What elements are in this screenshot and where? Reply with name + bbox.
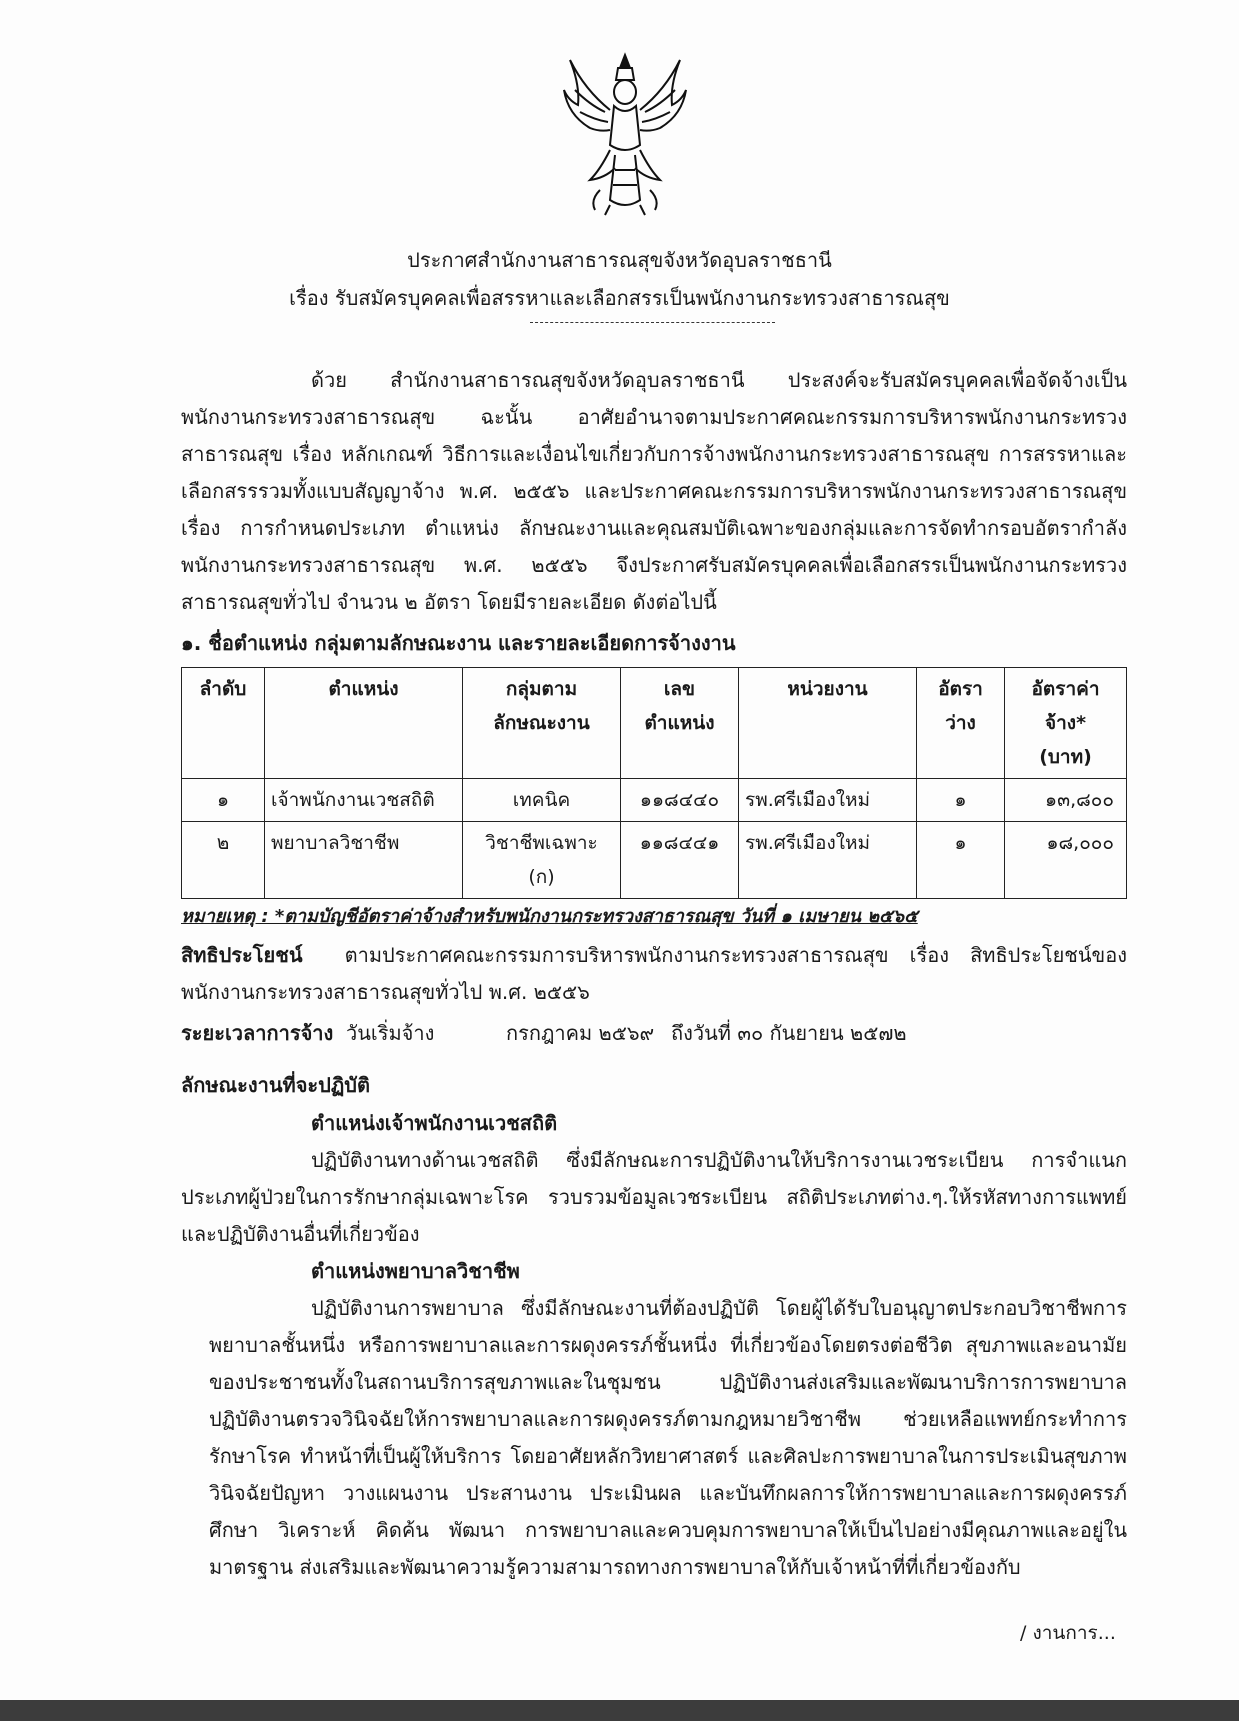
period-label: ระยะเวลาการจ้าง [181,1021,334,1045]
bottom-scan-edge [0,1700,1239,1721]
pos1-text: ปฏิบัติงานทางด้านเวชสถิติ ซึ่งมีลักษณะการปฏิบัติงานให้บริการงานเวชระเบียน การจำแนกประเภทผู้ป่วยในการรักษากลุ่มเฉพาะโรค รวบรวมข้อมูลเวชระเบียน สถิติประเภทต่าง.ๆ.ให้รหัสทางการแพทย์และปฏิบัติงานอื่นที่เกี่ยวข้อง [181,1148,1127,1246]
table-row [182,822,1127,899]
col-number: เลข ตำแหน่ง [621,668,739,779]
period-end: ถึงวันที่ ๓๐ กันยายน ๒๕๗๒ [671,1021,907,1045]
cell-number: ๑๑๘๔๔๑ [621,822,739,899]
col-unit: หน่วยงาน [739,668,917,779]
section1-title: ๑. ชื่อตำแหน่ง กลุ่มตามลักษณะงาน และรายละเอียดการจ้างงาน [181,631,736,655]
positions-table [181,667,1127,899]
benefits-label: สิทธิประโยชน์ [181,943,303,967]
intro-paragraph [181,362,1127,621]
cell-wage: ๑๓,๘๐๐ [1005,779,1127,822]
cell-wage: ๑๘,๐๐๐ [1005,822,1127,899]
col-wage: อัตราค่าจ้าง* (บาท) [1005,668,1127,779]
benefits-text: ตามประกาศคณะกรรมการบริหารพนักงานกระทรวงสาธารณสุข เรื่อง สิทธิประโยชน์ของพนักงานกระทรวงสาธารณสุขทั่วไป พ.ศ. ๒๕๕๖ [181,943,1127,1004]
title-divider [530,322,775,323]
cell-vacancy: ๑ [917,822,1005,899]
col-no: ลำดับ [182,668,265,779]
duties-title: ลักษณะงานที่จะปฏิบัติ [181,1073,370,1097]
cell-unit: รพ.ศรีเมืองใหม่ [739,822,917,899]
intro-text: ด้วย สำนักงานสาธารณสุขจังหวัดอุบลราชธานี ประสงค์จะรับสมัครบุคคลเพื่อจัดจ้างเป็นพนักงานกระทรวงสาธารณสุข ฉะนั้น อาศัยอำนาจตามประกาศคณะกรรมการบริหารพนักงานกระทรวงสาธารณสุข เรื่อง หลักเกณฑ์ วิธีการและเงื่อนไขเกี่ยวกับการจ้างพนักงานกระทรวงสาธารณสุข การสรรหาและเลือกสรรรวมทั้งแบบสัญญาจ้าง พ.ศ. ๒๕๕๖ และประกาศคณะกรรมการบริหารพนักงานกระทรวงสาธารณสุข เรื่อง การกำหนดประเภท ตำแหน่ง ลักษณะงานและคุณสมบัติเฉพาะของกลุ่มและการจัดทำกรอบอัตรากำลังพนักงานกระทรวงสาธารณสุข พ.ศ. ๒๕๕๖ จึงประกาศรับสมัครบุคคลเพื่อเลือกสรรเป็นพนักงานกระทรวงสาธารณสุขทั่วไป จำนวน ๒ อัตรา โดยมีรายละเอียด ดังต่อไปนี้ [181,368,1127,614]
cell-vacancy: ๑ [917,779,1005,822]
cell-position: เจ้าพนักงานเวชสถิติ [265,779,463,822]
cell-group: เทคนิค [463,779,621,822]
cell-number: ๑๑๘๔๔๐ [621,779,739,822]
garuda-emblem [560,50,690,220]
col-vacancy: อัตรา ว่าง [917,668,1005,779]
cell-position: พยาบาลวิชาชีพ [265,822,463,899]
table-row [182,779,1127,822]
pos2-paragraph [209,1290,1127,1586]
announcement-title: ประกาศสำนักงานสาธารณสุขจังหวัดอุบลราชธานี [407,248,832,272]
employment-period [181,1017,907,1049]
col-position: ตำแหน่ง [265,668,463,779]
col-group: กลุ่มตาม ลักษณะงาน [463,668,621,779]
table-header-row [182,668,1127,779]
cell-unit: รพ.ศรีเมืองใหม่ [739,779,917,822]
period-start: กรกฎาคม ๒๕๖๙ [506,1021,655,1045]
pos1-title: ตำแหน่งเจ้าพนักงานเวชสถิติ [311,1111,558,1135]
cell-no: ๑ [182,779,265,822]
pos2-text: ปฏิบัติงานการพยาบาล ซึ่งมีลักษณะงานที่ต้องปฏิบัติ โดยผู้ได้รับใบอนุญาตประกอบวิชาชีพการพยาบาลชั้นหนึ่ง หรือการพยาบาลและการผดุงครรภ์ชั้นหนึ่ง ที่เกี่ยวข้องโดยตรงต่อชีวิต สุขภาพและอนามัยของประชาชนทั้งในสถานบริการสุขภาพและในชุมชน ปฏิบัติงานส่งเสริมและพัฒนาบริการการพยาบาล ปฏิบัติงานตรวจวินิจฉัยให้การพยาบาลและการผดุงครรภ์ตามกฎหมายวิชาชีพ ช่วยเหลือแพทย์กระทำการรักษาโรค ทำหน้าที่เป็นผู้ให้บริการ โดยอาศัยหลักวิทยาศาสตร์ และศิลปะการพยาบาลในการประเมินสุขภาพ วินิจฉัยปัญหา วางแผนงาน ประสานงาน ประเมินผล และบันทึกผลการให้การพยาบาลและการผดุงครรภ์ ศึกษา วิเคราะห์ คิดค้น พัฒนา การพยาบาลและควบคุมการพยาบาลให้เป็นไปอย่างมีคุณภาพและอยู่ในมาตรฐาน ส่งเสริมและพัฒนาความรู้ความสามารถทางการพยาบาลให้กับเจ้าหน้าที่ที่เกี่ยวข้องกับ [209,1296,1127,1579]
pos1-paragraph [181,1142,1127,1253]
benefits-paragraph [181,937,1127,1011]
announcement-subject: เรื่อง รับสมัครบุคคลเพื่อสรรหาและเลือกสรรเป็นพนักงานกระทรวงสาธารณสุข [289,286,950,310]
cell-group: วิชาชีพเฉพาะ (ก) [463,822,621,899]
table-footnote: หมายเหตุ : *ตามบัญชีอัตราค่าจ้างสำหรับพนักงานกระทรวงสาธารณสุข วันที่ ๑ เมษายน ๒๕๖๕ [181,906,918,927]
pos2-title: ตำแหน่งพยาบาลวิชาชีพ [311,1259,520,1283]
continuation-marker: / งานการ... [1020,1622,1116,1644]
period-start-label: วันเริ่มจ้าง [346,1021,435,1045]
cell-no: ๒ [182,822,265,899]
